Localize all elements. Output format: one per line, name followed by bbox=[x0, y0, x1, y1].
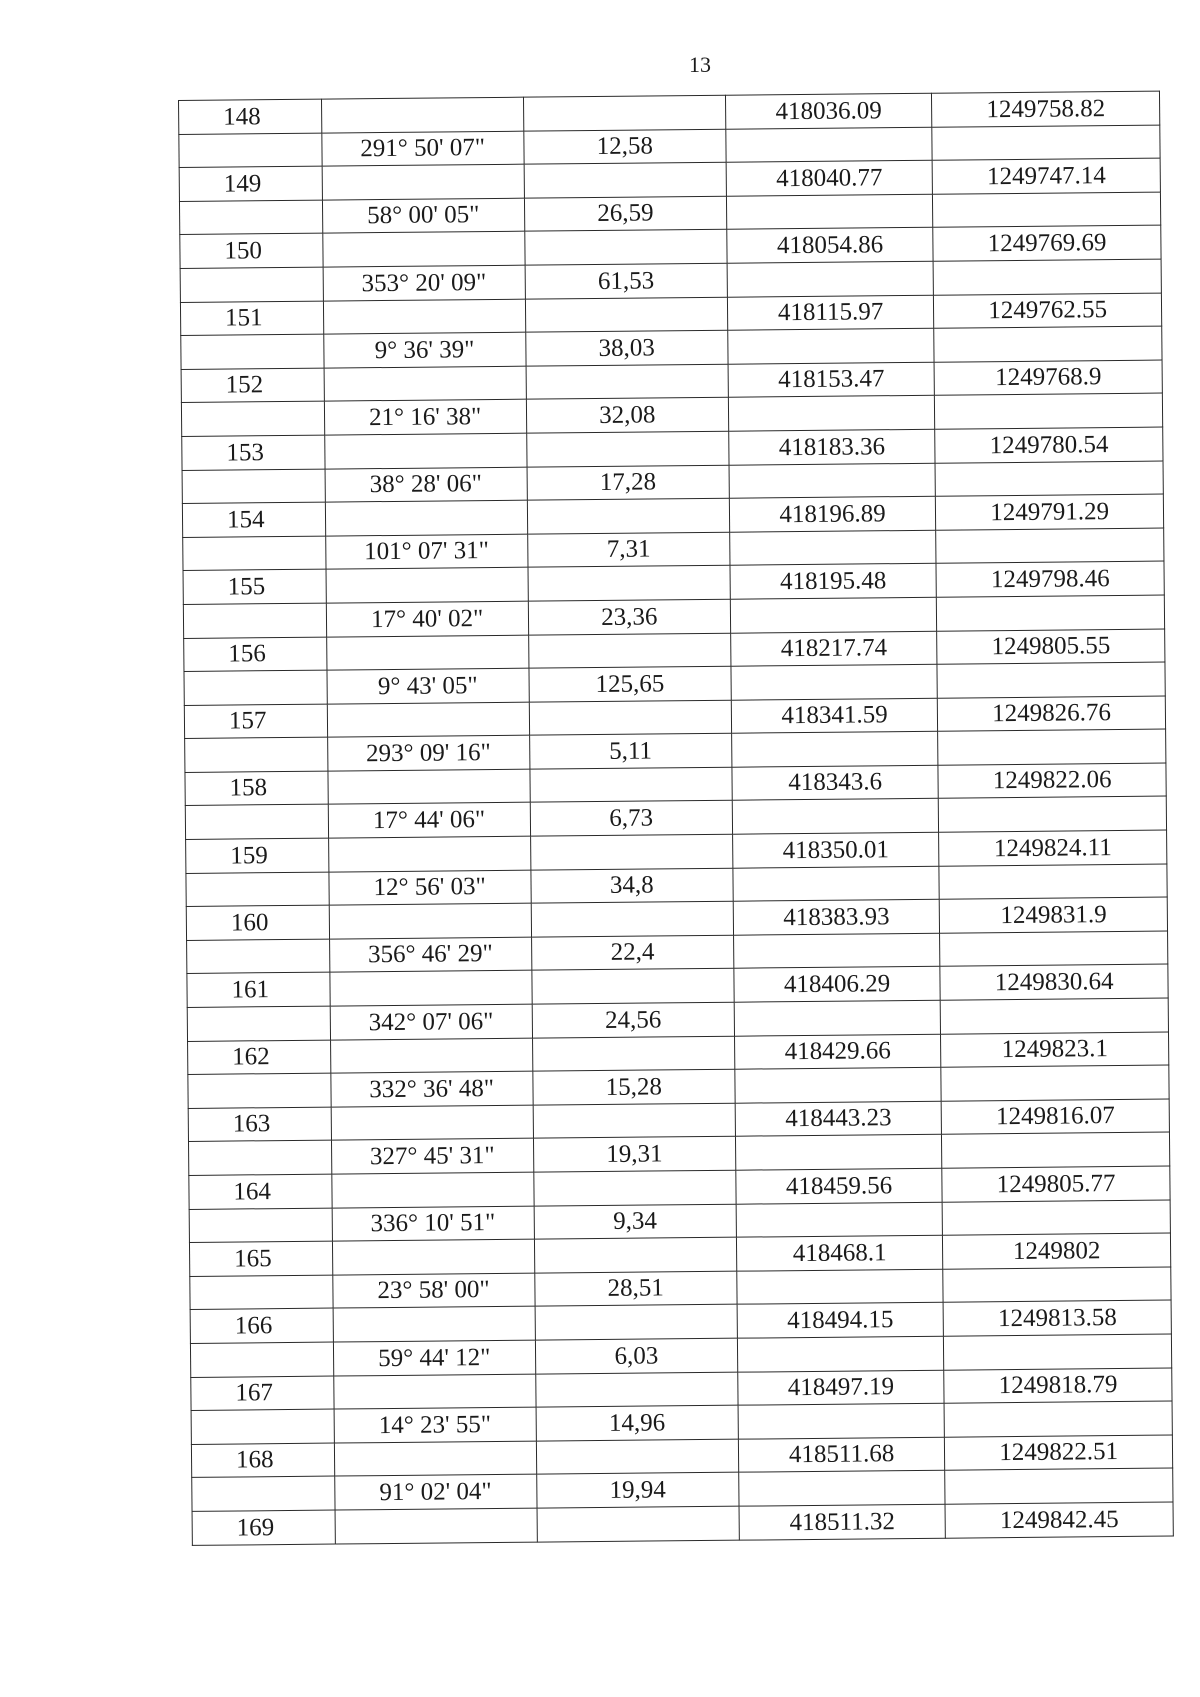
bearing-cell bbox=[322, 164, 524, 200]
x-coordinate-cell bbox=[728, 328, 935, 364]
x-coordinate-cell bbox=[735, 1067, 942, 1103]
x-coordinate-cell: 418195.48 bbox=[730, 564, 937, 600]
bearing-cell bbox=[329, 971, 531, 1007]
y-coordinate-cell bbox=[943, 1267, 1171, 1303]
distance-cell: 5,11 bbox=[529, 733, 731, 769]
point-number-cell: 160 bbox=[186, 905, 329, 940]
x-coordinate-cell bbox=[726, 194, 933, 230]
x-coordinate-cell: 418406.29 bbox=[734, 967, 941, 1003]
distance-cell: 6,03 bbox=[535, 1338, 737, 1374]
point-number-cell bbox=[179, 133, 322, 168]
x-coordinate-cell: 418429.66 bbox=[734, 1034, 941, 1070]
y-coordinate-cell bbox=[942, 1132, 1170, 1168]
point-number-cell: 167 bbox=[191, 1376, 334, 1411]
page-number: 13 bbox=[689, 52, 711, 77]
y-coordinate-cell bbox=[935, 393, 1163, 429]
point-number-cell: 168 bbox=[191, 1443, 334, 1478]
y-coordinate-cell bbox=[933, 192, 1161, 228]
point-number-cell bbox=[184, 670, 327, 705]
distance-cell: 32,08 bbox=[526, 398, 728, 434]
x-coordinate-cell bbox=[729, 463, 936, 499]
distance-cell bbox=[533, 1103, 735, 1139]
distance-cell bbox=[534, 1237, 736, 1273]
point-number-cell: 158 bbox=[185, 771, 328, 806]
point-number-cell: 162 bbox=[188, 1040, 331, 1075]
distance-cell bbox=[525, 297, 727, 333]
y-coordinate-cell: 1249805.77 bbox=[942, 1166, 1170, 1202]
point-number-cell: 155 bbox=[183, 569, 326, 604]
x-coordinate-cell bbox=[736, 1202, 943, 1238]
point-number-cell: 152 bbox=[181, 368, 324, 403]
distance-cell: 61,53 bbox=[525, 263, 727, 299]
bearing-cell: 336° 10' 51" bbox=[332, 1206, 534, 1242]
x-coordinate-cell bbox=[730, 597, 937, 633]
point-number-cell bbox=[179, 200, 322, 235]
x-coordinate-cell: 418468.1 bbox=[736, 1235, 943, 1271]
distance-cell bbox=[526, 431, 728, 467]
point-number-cell bbox=[192, 1476, 335, 1511]
bearing-cell: 342° 07' 06" bbox=[330, 1004, 532, 1040]
y-coordinate-cell bbox=[942, 1200, 1170, 1236]
distance-cell: 6,73 bbox=[530, 801, 732, 837]
x-coordinate-cell bbox=[730, 530, 937, 566]
y-coordinate-cell bbox=[939, 797, 1167, 833]
distance-cell bbox=[531, 901, 733, 937]
x-coordinate-cell: 418511.68 bbox=[738, 1437, 945, 1473]
bearing-cell bbox=[328, 769, 530, 805]
bearing-cell: 101° 07' 31" bbox=[325, 534, 527, 570]
distance-cell bbox=[524, 162, 726, 198]
point-number-cell bbox=[190, 1342, 333, 1377]
y-coordinate-cell: 1249822.06 bbox=[938, 763, 1166, 799]
y-coordinate-cell: 1249768.9 bbox=[934, 360, 1162, 396]
y-coordinate-cell bbox=[940, 931, 1168, 967]
y-coordinate-cell: 1249791.29 bbox=[936, 494, 1164, 530]
y-coordinate-cell: 1249824.11 bbox=[939, 830, 1167, 866]
x-coordinate-cell: 418115.97 bbox=[727, 295, 934, 331]
y-coordinate-cell bbox=[945, 1468, 1173, 1504]
distance-cell: 26,59 bbox=[524, 196, 726, 232]
bearing-cell bbox=[323, 299, 525, 335]
bearing-cell bbox=[333, 1374, 535, 1410]
y-coordinate-cell bbox=[940, 998, 1168, 1034]
point-number-cell bbox=[186, 872, 329, 907]
distance-cell bbox=[534, 1170, 736, 1206]
y-coordinate-cell: 1249747.14 bbox=[932, 158, 1160, 194]
bearing-cell: 353° 20' 09" bbox=[323, 265, 525, 301]
bearing-cell: 291° 50' 07" bbox=[321, 131, 523, 167]
point-number-cell bbox=[191, 1409, 334, 1444]
x-coordinate-cell bbox=[737, 1336, 944, 1372]
point-number-cell bbox=[189, 1208, 332, 1243]
x-coordinate-cell bbox=[733, 933, 940, 969]
y-coordinate-cell: 1249780.54 bbox=[935, 427, 1163, 463]
point-number-cell bbox=[183, 536, 326, 571]
y-coordinate-cell bbox=[933, 259, 1161, 295]
bearing-cell bbox=[331, 1105, 533, 1141]
point-number-cell bbox=[183, 603, 326, 638]
bearing-cell bbox=[334, 1441, 536, 1477]
distance-cell bbox=[530, 834, 732, 870]
distance-cell: 23,36 bbox=[528, 599, 730, 635]
distance-cell bbox=[537, 1506, 739, 1542]
y-coordinate-cell: 1249758.82 bbox=[932, 91, 1160, 127]
point-number-cell: 169 bbox=[192, 1510, 335, 1545]
x-coordinate-cell: 418217.74 bbox=[731, 631, 938, 667]
y-coordinate-cell bbox=[932, 125, 1160, 161]
bearing-cell bbox=[335, 1508, 537, 1544]
x-coordinate-cell: 418036.09 bbox=[725, 93, 932, 129]
point-number-cell: 165 bbox=[189, 1241, 332, 1276]
bearing-cell: 356° 46' 29" bbox=[329, 937, 531, 973]
bearing-cell bbox=[326, 635, 528, 671]
distance-cell: 34,8 bbox=[531, 868, 733, 904]
bearing-cell bbox=[321, 97, 523, 133]
distance-cell bbox=[526, 364, 728, 400]
bearing-cell: 293° 09' 16" bbox=[327, 735, 529, 771]
distance-cell: 9,34 bbox=[534, 1204, 736, 1240]
distance-cell bbox=[530, 767, 732, 803]
x-coordinate-cell: 418040.77 bbox=[726, 160, 933, 196]
distance-cell bbox=[536, 1439, 738, 1475]
y-coordinate-cell bbox=[938, 729, 1166, 765]
x-coordinate-cell: 418443.23 bbox=[735, 1101, 942, 1137]
bearing-cell bbox=[329, 903, 531, 939]
x-coordinate-cell: 418383.93 bbox=[733, 899, 940, 935]
y-coordinate-cell: 1249831.9 bbox=[939, 897, 1167, 933]
distance-cell: 15,28 bbox=[533, 1069, 735, 1105]
point-number-cell bbox=[187, 1006, 330, 1041]
y-coordinate-cell bbox=[941, 1065, 1169, 1101]
y-coordinate-cell: 1249842.45 bbox=[945, 1502, 1173, 1538]
distance-cell bbox=[535, 1372, 737, 1408]
point-number-cell bbox=[185, 737, 328, 772]
x-coordinate-cell bbox=[734, 1000, 941, 1036]
y-coordinate-cell: 1249826.76 bbox=[938, 696, 1166, 732]
point-number-cell bbox=[180, 267, 323, 302]
x-coordinate-cell: 418341.59 bbox=[731, 698, 938, 734]
distance-cell: 38,03 bbox=[525, 330, 727, 366]
x-coordinate-cell: 418183.36 bbox=[729, 429, 936, 465]
distance-cell bbox=[535, 1305, 737, 1341]
point-number-cell bbox=[187, 939, 330, 974]
point-number-cell: 149 bbox=[179, 166, 322, 201]
x-coordinate-cell bbox=[739, 1471, 946, 1507]
point-number-cell bbox=[181, 401, 324, 436]
y-coordinate-cell: 1249762.55 bbox=[934, 293, 1162, 329]
distance-cell: 19,94 bbox=[536, 1473, 738, 1509]
point-number-cell: 154 bbox=[182, 502, 325, 537]
distance-cell bbox=[529, 700, 731, 736]
distance-cell bbox=[527, 498, 729, 534]
distance-cell: 24,56 bbox=[532, 1002, 734, 1038]
point-number-cell bbox=[189, 1140, 332, 1175]
bearing-cell bbox=[332, 1239, 534, 1275]
bearing-cell: 17° 40' 02" bbox=[326, 601, 528, 637]
y-coordinate-cell bbox=[935, 461, 1163, 497]
distance-cell bbox=[528, 566, 730, 602]
distance-cell bbox=[532, 969, 734, 1005]
x-coordinate-cell: 418459.56 bbox=[736, 1168, 943, 1204]
x-coordinate-cell: 418494.15 bbox=[737, 1303, 944, 1339]
x-coordinate-cell bbox=[735, 1135, 942, 1171]
x-coordinate-cell bbox=[738, 1403, 945, 1439]
point-number-cell bbox=[190, 1275, 333, 1310]
x-coordinate-cell bbox=[731, 664, 938, 700]
distance-cell: 22,4 bbox=[531, 935, 733, 971]
point-number-cell: 150 bbox=[180, 233, 323, 268]
bearing-cell bbox=[325, 500, 527, 536]
distance-cell: 125,65 bbox=[529, 666, 731, 702]
distance-cell: 17,28 bbox=[527, 465, 729, 501]
y-coordinate-cell: 1249802 bbox=[943, 1233, 1171, 1269]
point-number-cell: 153 bbox=[182, 435, 325, 470]
y-coordinate-cell: 1249816.07 bbox=[941, 1099, 1169, 1135]
bearing-cell: 58° 00' 05" bbox=[322, 198, 524, 234]
point-number-cell bbox=[182, 469, 325, 504]
coordinate-table-body bbox=[179, 91, 1174, 1545]
distance-cell: 19,31 bbox=[533, 1137, 735, 1173]
bearing-cell bbox=[330, 1038, 532, 1074]
distance-cell bbox=[523, 95, 725, 131]
distance-cell: 12,58 bbox=[524, 129, 726, 165]
x-coordinate-cell: 418054.86 bbox=[727, 228, 934, 264]
y-coordinate-cell: 1249818.79 bbox=[944, 1368, 1172, 1404]
x-coordinate-cell: 418343.6 bbox=[732, 765, 939, 801]
x-coordinate-cell bbox=[726, 127, 933, 163]
point-number-cell bbox=[181, 334, 324, 369]
distance-cell bbox=[524, 230, 726, 266]
y-coordinate-cell: 1249822.51 bbox=[945, 1435, 1173, 1471]
bearing-cell: 21° 16' 38" bbox=[324, 400, 526, 436]
bearing-cell: 12° 56' 03" bbox=[328, 870, 530, 906]
bearing-cell bbox=[331, 1172, 533, 1208]
bearing-cell bbox=[327, 702, 529, 738]
point-number-cell: 151 bbox=[180, 301, 323, 336]
bearing-cell: 332° 36' 48" bbox=[330, 1071, 532, 1107]
y-coordinate-cell bbox=[936, 528, 1164, 564]
x-coordinate-cell: 418153.47 bbox=[728, 362, 935, 398]
distance-cell bbox=[532, 1036, 734, 1072]
coordinate-table bbox=[178, 91, 1174, 1546]
point-number-cell: 161 bbox=[187, 973, 330, 1008]
point-number-cell: 159 bbox=[186, 838, 329, 873]
x-coordinate-cell bbox=[731, 732, 938, 768]
bearing-cell: 17° 44' 06" bbox=[328, 803, 530, 839]
bearing-cell: 23° 58' 00" bbox=[332, 1273, 534, 1309]
bearing-cell: 327° 45' 31" bbox=[331, 1139, 533, 1175]
bearing-cell: 59° 44' 12" bbox=[333, 1340, 535, 1376]
bearing-cell bbox=[328, 836, 530, 872]
bearing-cell: 14° 23' 55" bbox=[334, 1407, 536, 1443]
x-coordinate-cell bbox=[727, 261, 934, 297]
x-coordinate-cell bbox=[737, 1269, 944, 1305]
y-coordinate-cell bbox=[937, 662, 1165, 698]
y-coordinate-cell bbox=[939, 864, 1167, 900]
y-coordinate-cell: 1249798.46 bbox=[936, 561, 1164, 597]
x-coordinate-cell: 418511.32 bbox=[739, 1504, 946, 1540]
bearing-cell bbox=[324, 433, 526, 469]
y-coordinate-cell: 1249830.64 bbox=[940, 964, 1168, 1000]
x-coordinate-cell: 418350.01 bbox=[732, 832, 939, 868]
point-number-cell: 148 bbox=[179, 99, 322, 134]
y-coordinate-cell bbox=[944, 1401, 1172, 1437]
point-number-cell: 166 bbox=[190, 1308, 333, 1343]
distance-cell bbox=[528, 633, 730, 669]
distance-cell: 7,31 bbox=[527, 532, 729, 568]
y-coordinate-cell: 1249813.58 bbox=[943, 1300, 1171, 1336]
x-coordinate-cell bbox=[732, 799, 939, 835]
y-coordinate-cell: 1249805.55 bbox=[937, 629, 1165, 665]
y-coordinate-cell: 1249823.1 bbox=[941, 1032, 1169, 1068]
point-number-cell: 157 bbox=[184, 704, 327, 739]
y-coordinate-cell: 1249769.69 bbox=[933, 225, 1161, 261]
distance-cell: 28,51 bbox=[534, 1271, 736, 1307]
bearing-cell: 38° 28' 06" bbox=[325, 467, 527, 503]
x-coordinate-cell: 418497.19 bbox=[738, 1370, 945, 1406]
point-number-cell: 164 bbox=[189, 1174, 332, 1209]
bearing-cell: 9° 43' 05" bbox=[327, 668, 529, 704]
y-coordinate-cell bbox=[934, 326, 1162, 362]
point-number-cell bbox=[188, 1073, 331, 1108]
x-coordinate-cell bbox=[733, 866, 940, 902]
x-coordinate-cell: 418196.89 bbox=[729, 496, 936, 532]
bearing-cell: 91° 02' 04" bbox=[334, 1474, 536, 1510]
distance-cell: 14,96 bbox=[536, 1405, 738, 1441]
point-number-cell bbox=[185, 805, 328, 840]
bearing-cell bbox=[333, 1307, 535, 1343]
bearing-cell bbox=[326, 567, 528, 603]
x-coordinate-cell bbox=[728, 396, 935, 432]
y-coordinate-cell bbox=[937, 595, 1165, 631]
bearing-cell bbox=[324, 366, 526, 402]
y-coordinate-cell bbox=[944, 1334, 1172, 1370]
point-number-cell: 156 bbox=[184, 637, 327, 672]
bearing-cell bbox=[322, 232, 524, 268]
bearing-cell: 9° 36' 39" bbox=[323, 332, 525, 368]
point-number-cell: 163 bbox=[188, 1107, 331, 1142]
